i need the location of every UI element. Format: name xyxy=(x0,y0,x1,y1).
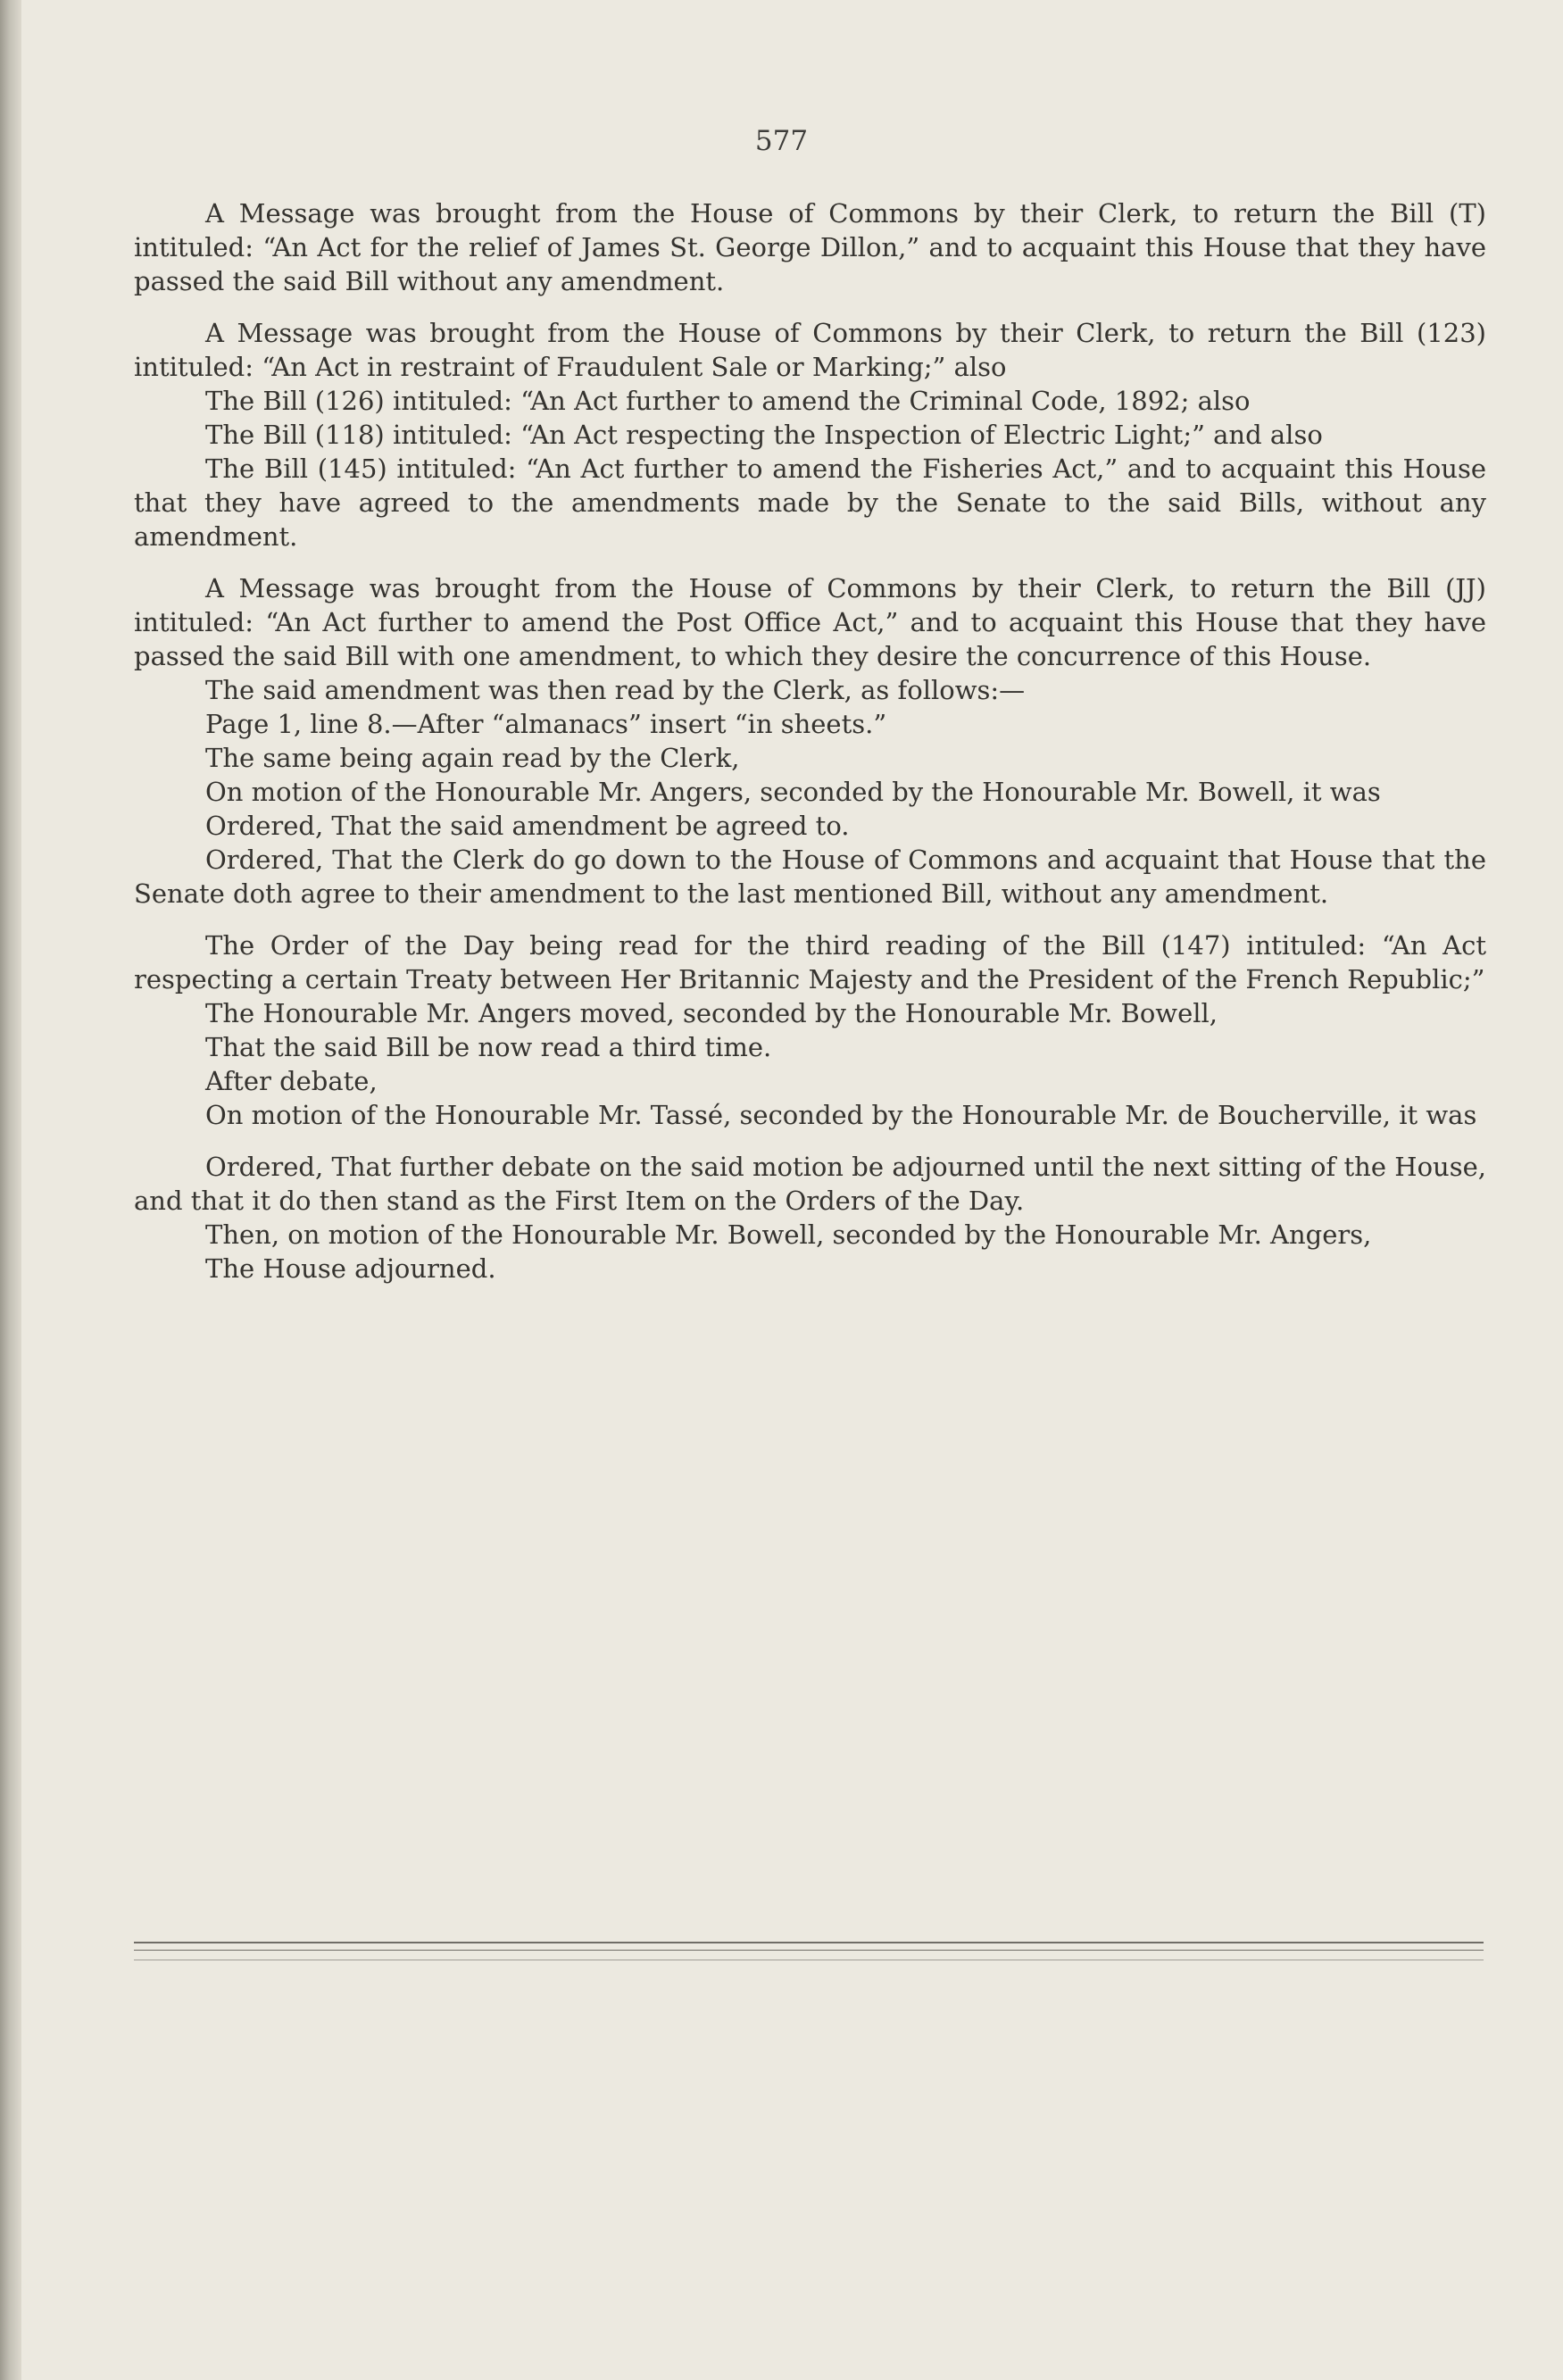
paragraph: A Message was brought from the House of Commons by their Clerk, to return the Bill (123) intituled: “An Act in restraint of Fraudulent Sale or Marking;” also xyxy=(134,318,1486,382)
paragraph: The same being again read by the Clerk, xyxy=(205,743,740,773)
paragraph: The House adjourned. xyxy=(205,1253,496,1284)
paragraph: The said amendment was then read by the Clerk, as follows:— xyxy=(205,675,1026,705)
paragraph: The Bill (145) intituled: “An Act further to amend the Fisheries Act,” and to acquaint this House that they have agreed to the amendments made by the Senate to the said Bills, without any amendment. xyxy=(134,454,1486,552)
paragraph: Ordered, That further debate on the said motion be adjourned until the next sitting of the House, and that it do then stand as the First Item on the Orders of the Day. xyxy=(134,1152,1486,1216)
footer-rule xyxy=(134,1950,1484,1951)
footer-rule xyxy=(134,1942,1484,1943)
footer-rules xyxy=(134,1942,1484,1968)
paragraph: The Bill (118) intituled: “An Act respecting the Inspection of Electric Light;” and also xyxy=(205,420,1323,450)
body-text xyxy=(134,196,1486,1286)
paragraph: On motion of the Honourable Mr. Tassé, seconded by the Honourable Mr. de Boucherville, it was xyxy=(205,1100,1477,1130)
paragraph: Then, on motion of the Honourable Mr. Bowell, seconded by the Honourable Mr. Angers, xyxy=(205,1219,1372,1250)
paragraph: After debate, xyxy=(205,1066,378,1096)
paragraph: That the said Bill be now read a third time. xyxy=(205,1032,772,1062)
page-binding-edge xyxy=(0,0,21,2380)
paragraph: Ordered, That the Clerk do go down to the House of Commons and acquaint that House that the Senate doth agree to their amendment to the last mentioned Bill, without any amendment. xyxy=(134,845,1486,909)
paragraph: Page 1, line 8.—After “almanacs” insert “in sheets.” xyxy=(205,709,887,739)
paragraph: The Honourable Mr. Angers moved, seconded by the Honourable Mr. Bowell, xyxy=(205,998,1218,1028)
paragraph: Ordered, That the said amendment be agreed to. xyxy=(205,811,850,841)
paragraph: On motion of the Honourable Mr. Angers, seconded by the Honourable Mr. Bowell, it was xyxy=(205,777,1381,807)
paragraph: A Message was brought from the House of Commons by their Clerk, to return the Bill (T) intituled: “An Act for the relief of James St. George Dillon,” and to acquaint this House that they have passed the said Bill without any amendment. xyxy=(134,198,1486,296)
page-number: 577 xyxy=(754,125,809,157)
paragraph: A Message was brought from the House of Commons by their Clerk, to return the Bill (JJ) intituled: “An Act further to amend the Post Office Act,” and to acquaint this House that they have passed the said Bill with one amendment, to which they desire the concurrence of this House. xyxy=(134,573,1486,671)
paragraph: The Bill (126) intituled: “An Act further to amend the Criminal Code, 1892; also xyxy=(205,386,1251,416)
paragraph: The Order of the Day being read for the third reading of the Bill (147) intituled: “An Act respecting a certain Treaty between Her Britannic Majesty and the President of the French Republic;” xyxy=(134,930,1486,994)
